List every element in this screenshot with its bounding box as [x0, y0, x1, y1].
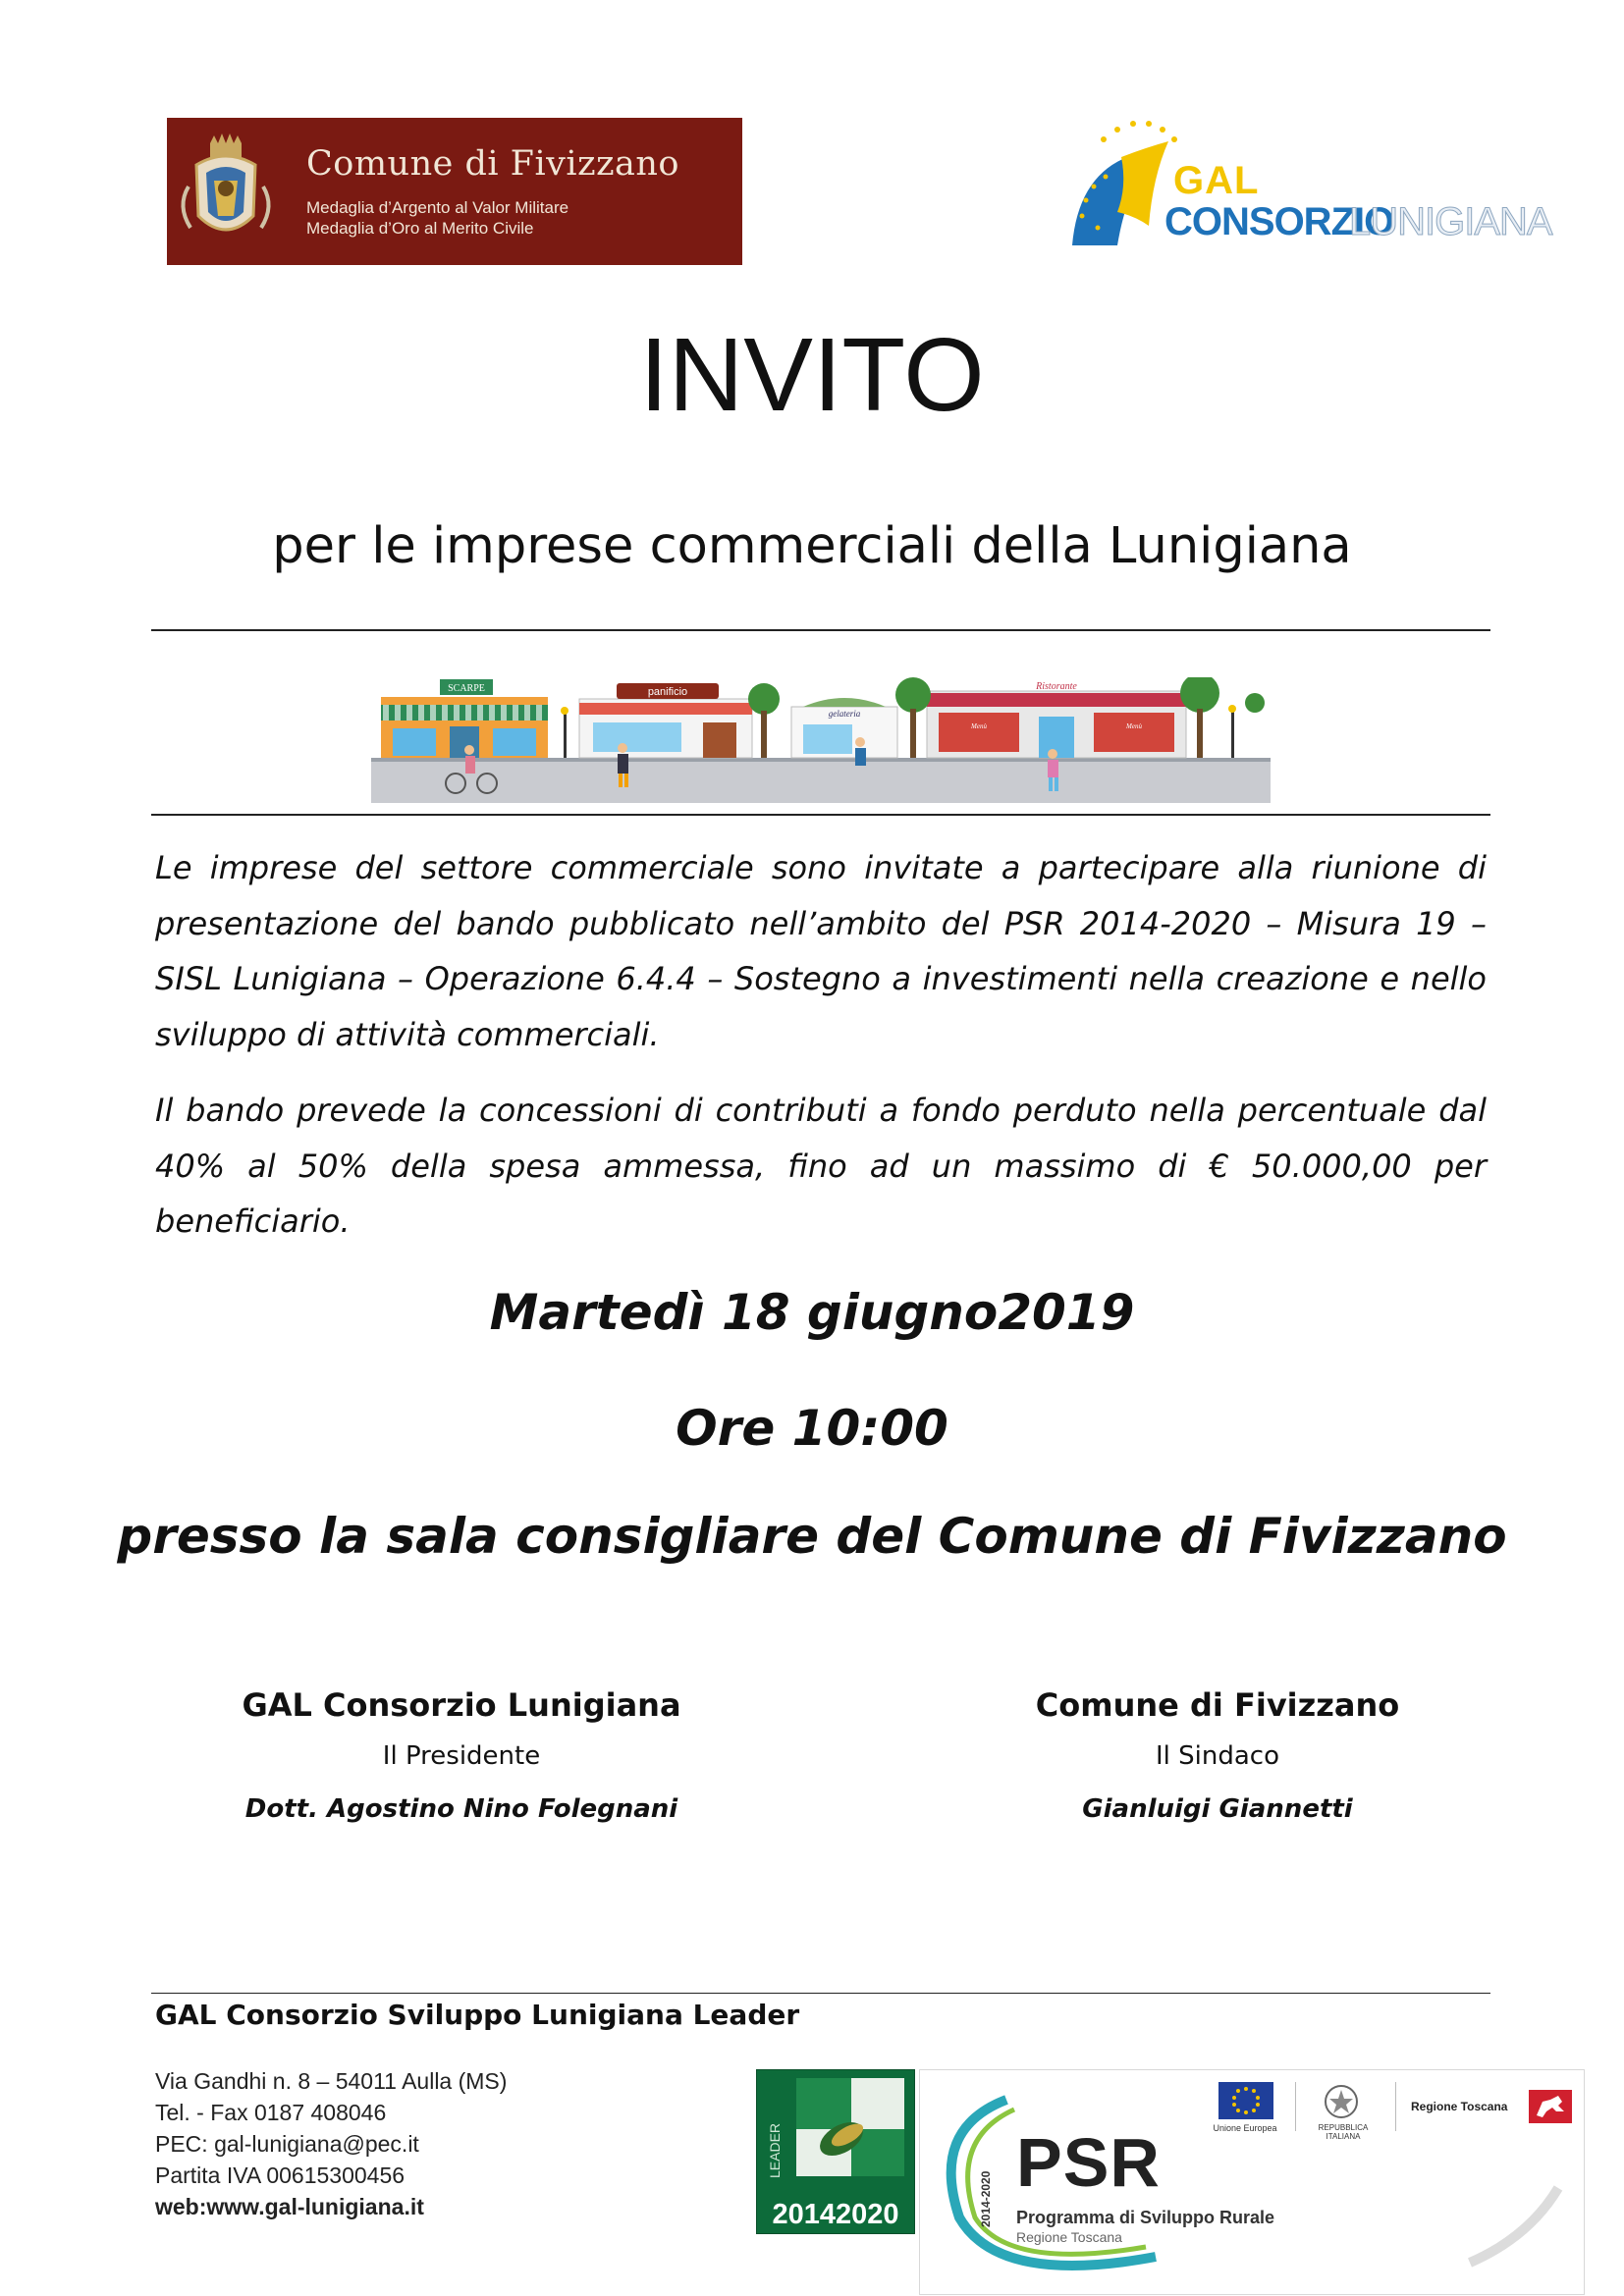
event-date: Martedì 18 giugno2019 — [489, 1284, 1135, 1341]
footer-divider — [151, 1993, 1490, 1994]
gal-logo-lunigiana: LUNIGIANA — [1349, 200, 1552, 243]
sign-scarpe: SCARPE — [448, 683, 485, 694]
signature-comune-role: Il Sindaco — [1155, 1741, 1279, 1771]
regione-toscana-label: Regione Toscana — [1411, 2100, 1508, 2113]
regione-toscana-flag-icon — [1529, 2090, 1572, 2123]
gal-logo-consorzio: CONSORZIO — [1164, 200, 1394, 243]
signature-gal-role: Il Presidente — [382, 1741, 541, 1771]
eu-flag-icon — [1218, 2082, 1273, 2119]
footer-pec: PEC: gal-lunigiana@pec.it — [155, 2131, 419, 2157]
event-time: Ore 10:00 — [676, 1400, 948, 1457]
footer-title: GAL Consorzio Sviluppo Lunigiana Leader — [155, 1999, 800, 2031]
menu-label-left: Menù — [971, 722, 987, 730]
sign-gelateria: gelateria — [828, 709, 861, 719]
logo-separator — [1395, 2082, 1396, 2131]
shop-ristorante — [927, 681, 1186, 758]
gal-logo — [1058, 118, 1552, 255]
comune-logo-title: Comune di Fivizzano — [306, 144, 679, 184]
page-title: INVITO — [639, 317, 985, 433]
sign-ristorante: Ristorante — [1036, 681, 1077, 692]
shop-scarpe — [381, 679, 548, 758]
leader-years: 20142020 — [772, 2199, 899, 2230]
sign-panificio: panificio — [647, 686, 688, 698]
divider-bottom — [151, 814, 1490, 816]
footer-info — [155, 2065, 507, 2222]
comune-crest-icon — [167, 118, 285, 265]
psr-years: 2014-2020 — [979, 2170, 993, 2227]
psr-big: PSR — [1016, 2124, 1161, 2201]
comune-logo-text — [285, 144, 679, 239]
shop-gelateria — [791, 698, 897, 758]
footer-web: web:www.gal-lunigiana.it — [155, 2194, 424, 2219]
comune-logo-line2: Medaglia d’Oro al Merito Civile — [306, 219, 534, 238]
logo-separator — [1295, 2082, 1296, 2131]
leader-logo — [756, 2069, 915, 2234]
footer-address: Via Gandhi n. 8 – 54011 Aulla (MS) — [155, 2068, 508, 2094]
eu-label: Unione Europea — [1213, 2123, 1277, 2133]
divider-top — [151, 629, 1490, 631]
page-subtitle: per le imprese commerciali della Lunigiana — [272, 517, 1352, 575]
signature-gal-org: GAL Consorzio Lunigiana — [242, 1686, 681, 1724]
signature-comune-org: Comune di Fivizzano — [1035, 1686, 1400, 1724]
street-shops-illustration — [371, 677, 1271, 803]
psr-region: Regione Toscana — [1016, 2229, 1122, 2245]
paragraph-intro: Le imprese del settore commerciale sono invitate a partecipare alla riunione di presentazione del bando pubblicato nell’ambito del PSR 2014-2020 – Misura 19 – SISL Lunigiana – Operazione 6.4.4 – Sostegno a investimenti nella creazione e nello sviluppo di attività commerciali. — [155, 849, 1487, 1053]
signature-gal-name: Dott. Agostino Nino Folegnani — [244, 1794, 678, 1824]
paragraph-bando: Il bando prevede la concessioni di contributi a fondo perduto nella percentuale dal 40% al 50% della spesa ammessa, fino ad un massimo di € 50.000,00 per beneficiario. — [155, 1092, 1487, 1240]
psr-full-name: Programma di Sviluppo Rurale — [1016, 2208, 1275, 2227]
footer-phone: Tel. - Fax 0187 408046 — [155, 2100, 387, 2125]
gal-logo-gal: GAL — [1173, 159, 1260, 202]
comune-logo-line1: Medaglia d’Argento al Valor Militare — [306, 198, 569, 217]
italy-label: REPUBBLICA ITALIANA — [1318, 2123, 1369, 2141]
comune-logo — [167, 118, 742, 265]
menu-label-right: Menù — [1126, 722, 1142, 730]
signature-gal — [187, 1686, 736, 1824]
italy-emblem-icon — [1321, 2082, 1362, 2123]
footer-vat: Partita IVA 00615300456 — [155, 2163, 406, 2188]
shop-panificio — [579, 683, 752, 758]
leader-word: LEADER — [767, 2122, 783, 2178]
signature-comune-name: Gianluigi Giannetti — [1082, 1794, 1353, 1824]
event-place: presso la sala consigliare del Comune di Fivizzano — [117, 1508, 1507, 1565]
signature-comune — [982, 1686, 1453, 1824]
psr-logo-box — [919, 2069, 1585, 2295]
